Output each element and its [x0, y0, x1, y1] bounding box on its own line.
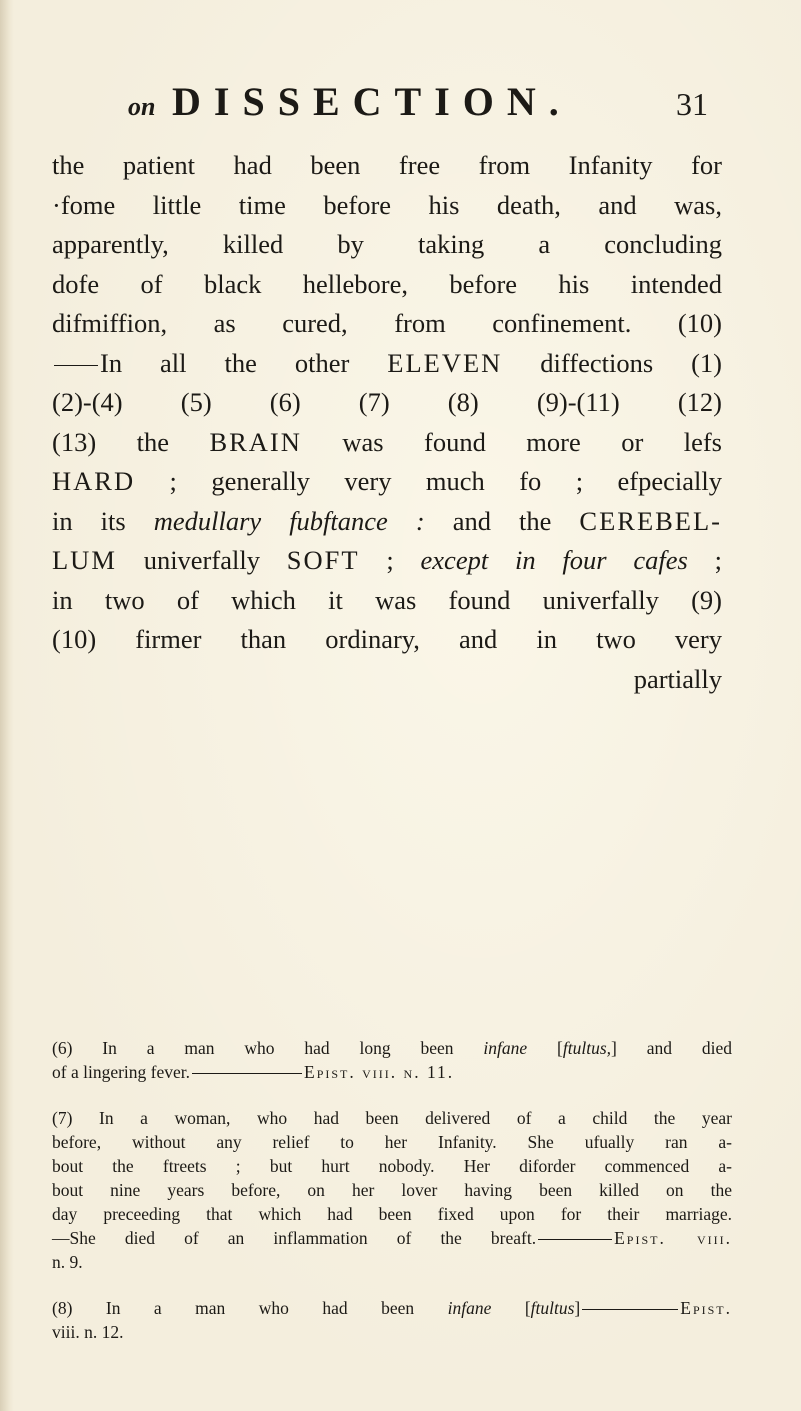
footnote-line: bout nine years before, on her lover having been killed on the [52, 1180, 732, 1200]
text-line: the patient had been free from Infanity for [52, 150, 722, 180]
footnote-7 [52, 1106, 732, 1274]
em-dash-rule [582, 1309, 678, 1310]
text-line: in two of which it was found univerfally (9) [52, 584, 722, 615]
text-line: dofe of black hellebore, before his intended [52, 268, 722, 299]
text-line: (2)-(4) (5) (6) (7) (8) (9)-(11) (12) [52, 387, 722, 417]
header-title: DISSECTION. [172, 79, 572, 124]
page-number: 31 [676, 86, 708, 122]
footnote-line: n. 9. [52, 1252, 83, 1272]
footnote-8 [52, 1296, 732, 1344]
footnote-line: (6) In a man who had long been infane [ftultus,] and died [52, 1038, 732, 1058]
running-header [128, 78, 728, 128]
text-line: In all the other ELEVEN diffections (1) [52, 344, 722, 384]
footnote-line: before, without any relief to her Infanity. She ufually ran a- [52, 1132, 732, 1152]
text-line: in its medullary fubftance : and the CEREBEL- [52, 505, 723, 536]
text-line: (13) the BRAIN was found more or lefs [52, 426, 722, 457]
footnote-line: day preceeding that which had been fixed upon for their marriage. [52, 1204, 732, 1224]
text-line: difmiffion, as cured, from confinement. (10) [52, 308, 722, 338]
footnotes [52, 1036, 732, 1366]
footnote-line: (7) In a woman, who had been delivered of a child the year [52, 1108, 732, 1128]
footnote-line: viii. n. 12. [52, 1322, 124, 1342]
text-line: ·fome little time before his death, and was, [52, 189, 722, 220]
header-prefix: on [128, 92, 156, 121]
main-paragraph [52, 146, 722, 699]
footnote-line: bout the ftreets ; but hurt nobody. Her diforder commenced a- [52, 1156, 732, 1176]
em-dash-rule [54, 365, 98, 366]
text-line: apparently, killed by taking a concluding [52, 229, 722, 259]
footnote-line: of a lingering fever. Epist. viii. n. 11. [52, 1062, 455, 1082]
footnote-line: —She died of an inflammation of the breaft. Epist. viii. [52, 1228, 732, 1248]
text-line: HARD ; generally very much fo ; efpecially [52, 466, 722, 496]
text-line: LUM univerfally SOFT ; except in four cafes ; [52, 545, 722, 575]
catchword-line: partially [633, 663, 722, 694]
footnote-6 [52, 1036, 732, 1084]
em-dash-rule [538, 1239, 612, 1240]
footnote-line: (8) In a man who had been infane [ftultus] Epist. [52, 1298, 732, 1318]
text-line: (10) firmer than ordinary, and in two very [52, 624, 722, 654]
page-gutter-shadow [0, 0, 14, 1411]
em-dash-rule [192, 1073, 302, 1074]
